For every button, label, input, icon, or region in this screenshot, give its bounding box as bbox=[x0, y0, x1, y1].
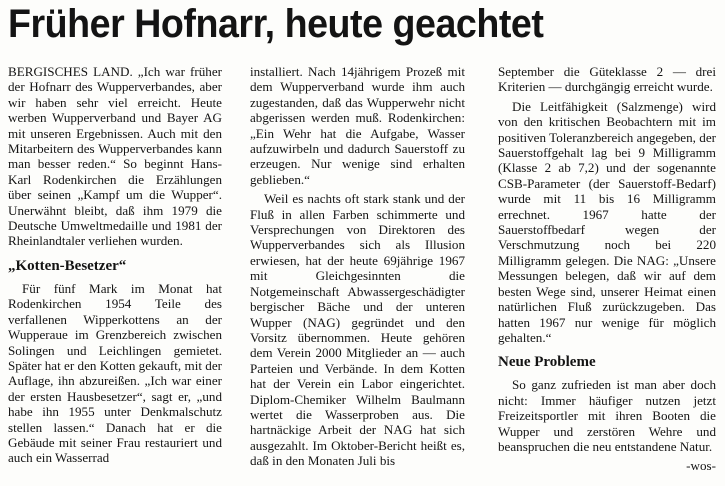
paragraph-nag-founding: Weil es nachts oft stark stank und der Fluß in allen Farben schimmerte und Versprechungen von Direktoren des Wupperverbandes sich als Illusion erwiesen, hat der heute 69jährige 1967 mit Gleichgesinnten die Notgemeinschaft Abwassergeschädigter bergischer Bäche und der unteren Wupper (NAG) gegründet und den Vorsitz übernommen. Heute gehören dem Verein 2000 Mitglieder an — auch Parteien und Verbände. In dem Kotten hat der Verein ein Labor eingerichtet. Diplom-Chemiker Wilhelm Baulmann wertet die Wasserproben aus. Die hartnäckige Arbeit der NAG hat sich ausgezahlt. Im Oktober-Bericht heißt es, daß in den Monaten Juli bis bbox=[250, 191, 465, 469]
paragraph-gueteklasse: September die Güteklasse 2 — drei Kriterien — durchgängig erreicht wurde. bbox=[498, 64, 716, 95]
paragraph-continuation: installiert. Nach 14jährigem Prozeß mit dem Wupperverband wurde ihm auch zugestanden, daß das Wupperwehr nicht abgerissen werden muß. Rodenkirchen: „Ein Wehr hat die Aufgabe, Wasser aufzuwirbeln und dadurch Sauerstoff zu erzeugen. Nur wenige sind erhalten geblieben.“ bbox=[250, 64, 465, 187]
article-column-3 bbox=[498, 64, 716, 474]
article-column-2 bbox=[250, 64, 465, 473]
paragraph-kotten: Für fünf Mark im Monat hat Rodenkirchen 1954 Teile des verfallenen Wipperkottens an der Wupperaue im Grenzbereich zwischen Solingen und Leichlingen gemietet. Später hat er den Kotten gekauft, mit der Auflage, ihn abzureißen. „Ich war einer der ersten Hausbesetzer“, sagt er, „und habe ihn 1955 unter Denkmalschutz stellen lassen.“ Danach hat er die Gebäude mit seiner Frau restauriert und auch ein Wasserrad bbox=[8, 280, 222, 466]
paragraph-problems: So ganz zufrieden ist man aber doch nicht: Immer häufiger nutzen jetzt Freizeitsportler mit ihren Booten die Wupper und zerstören Wehre und beanspruchen die neu entstandene Natur. bbox=[498, 377, 716, 454]
article-headline: Früher Hofnarr, heute geachtet bbox=[8, 2, 544, 46]
paragraph-intro: BERGISCHES LAND. „Ich war früher der Hofnarr des Wupperverbandes, aber wir haben sehr viel erreicht. Heute werben Wupperverband und Bayer AG mit unseren Ergebnissen. Auch mit den Mitarbeitern des Wupperverbandes kann man besser reden.“ So beginnt Hans-Karl Rodenkirchen die Erzählungen über seinen „Kampf um die Wupper“. Unerwähnt bleibt, daß ihm 1979 die Deutsche Umweltmedaille und 1981 der Rheinlandtaler verliehen wurden. bbox=[8, 64, 222, 249]
subheading-kotten-besetzer: „Kotten-Besetzer“ bbox=[8, 257, 127, 274]
article-column-1 bbox=[8, 64, 222, 470]
subheading-neue-probleme: Neue Probleme bbox=[498, 354, 596, 371]
author-signature: -wos- bbox=[686, 458, 716, 474]
paragraph-measurements: Die Leitfähigkeit (Salzmenge) wird von den kritischen Beobachtern mit im positiven Toleranzbereich angegeben, der Sauerstoffgehalt lag bei 9 Milligramm (Klasse 2 ab 7,2) und der sogenannte CSB-Parameter (der Sauerstoff-Bedarf) wurde mit 11 bis 16 Milligramm errechnet. 1967 hatte der Sauerstoffbedarf wegen der Verschmutzung noch bei 220 Milligramm gelegen. Die NAG: „Unsere Messungen belegen, daß wir auf dem besten Wege sind, unserer Heimat einen natürlichen Fluß zurückzugeben. Das hatten 1967 nur wenige für möglich gehalten.“ bbox=[498, 98, 716, 345]
